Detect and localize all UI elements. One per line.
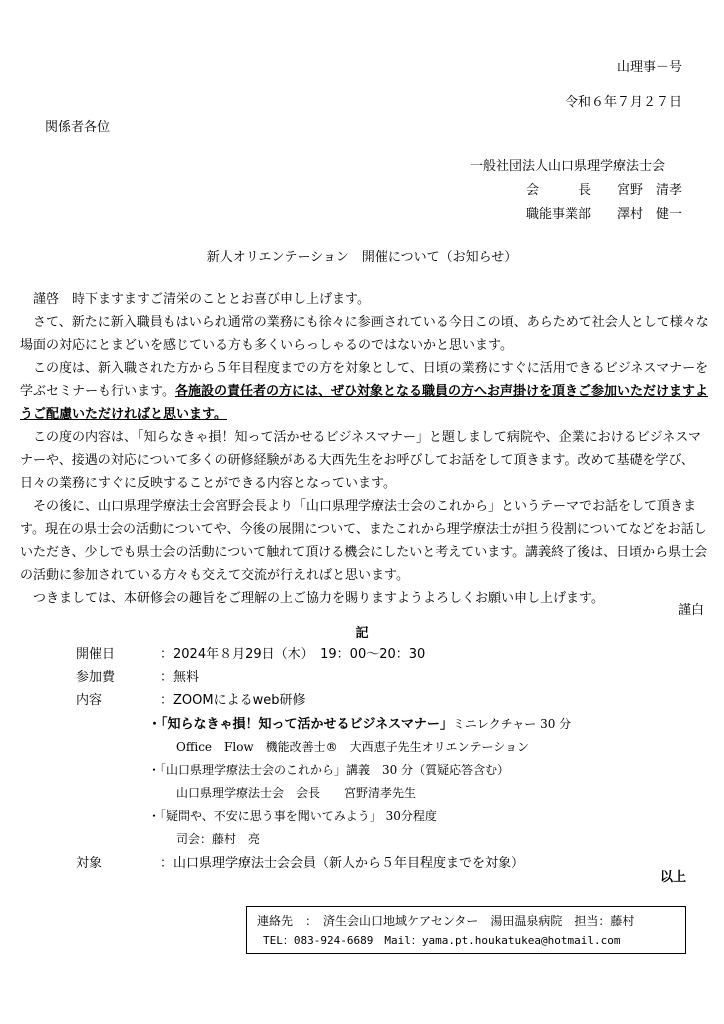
contact-line: 連絡先 ： 済生会山口地域ケアセンター 湯田温泉病院 担当：藤村	[257, 914, 635, 928]
body-paragraph: この度の内容は、「知らなきゃ損！知って活かせるビジネスマナー」と題しまして病院や、企業におけるビジネスマナーや、接遇の対応について多くの研修経験がある大西先生をお呼びしてお話をして頂きます。改めて基礎を学び、日々の業務にすぐに反映することができる内容となっています。	[20, 430, 701, 491]
emphasis-request: 各施設の責任者の方には、ぜひ対象となる職員の方へお声掛けを頂きご参加いただけますようご配慮いただければと思います。	[20, 384, 708, 422]
sender-department: 職能事業部 澤村 健一	[526, 207, 683, 222]
body-paragraph: さて、新たに新入職員もはいられ通常の業務にも徐々に参画されている今日この頃、あらためて社会人として様々な場面の対応にとまどいを感じている方も多くいらっしゃるのではないかと思います。	[20, 315, 709, 353]
event-details	[76, 646, 696, 878]
closing-word: 謹白	[677, 603, 704, 618]
sender-org: 一般社団法人山口県理学療法士会	[470, 159, 666, 174]
program-item-duration: ミニレクチャー 30 分	[452, 717, 572, 731]
detail-value: ：ZOOMによるweb研修	[160, 693, 306, 708]
body-paragraph: つきましては、本研修会の趣旨をご理解の上ご協力を賜りますようよろしくお願い申し上げます。	[33, 591, 604, 606]
body-text: この度は、新入職された方から５年目程度までの方を対象として、日頃の業務にすぐに活用できるビジネスマナーを学ぶセミナーも行います。	[20, 361, 709, 399]
ki-heading: 記	[355, 626, 369, 641]
program-item-title: ・「知らなきゃ損！知って活かせるビジネスマナー」	[148, 717, 453, 732]
program-item-sub: Office Flow 機能改善士® 大西恵子先生オリエンテーション	[176, 740, 529, 754]
document-date: 令和６年７月２７日	[564, 95, 682, 110]
document-title: 新人オリエンテーション 開催について（お知らせ）	[206, 250, 518, 265]
detail-value: ：2024年８月29日（木） 19：00～20：30	[160, 647, 426, 662]
detail-label: 対象	[76, 856, 103, 871]
contact-tel-mail: TEL：083-924-6689 Mail：yama.pt.houkatukea@hotmail.com	[263, 934, 621, 947]
reference-number: 山理事－号	[616, 60, 682, 75]
body-paragraph: その後に、山口県理学療法士会宮野会長より「山口県理学療法士会のこれから」というテーマでお話をして頂きます。現在の県士会の活動についてや、今後の展開について、またこれから理学療法士が担う役割についてなどをお話しいただき、少しでも県士会の活動について触れて頂ける機会にしたいと考えています。講義終了後は、日頃から県士会の活動に参加されている方々も交えて交流が行えればと思います。	[20, 499, 708, 583]
contact-box	[246, 906, 686, 954]
detail-label: 内容	[76, 693, 103, 708]
program-item-sub: 山口県理学療法士会 会長 宮野清孝先生	[176, 786, 417, 800]
body-paragraph	[20, 357, 710, 426]
program-item-sub: 司会：藤村 亮	[176, 832, 261, 846]
detail-row-content	[76, 692, 696, 715]
detail-label: 開催日	[76, 647, 116, 662]
sender-president: 会 長 宮野 清孝	[526, 183, 683, 198]
detail-label: 参加費	[76, 670, 116, 685]
addressee: 関係者各位	[45, 120, 111, 135]
ijo-end-mark: 以上	[659, 870, 686, 885]
detail-value: ：山口県理学療法士会会員（新人から５年目程度までを対象）	[160, 856, 525, 871]
detail-value: ：無料	[160, 670, 200, 685]
program-item: ・「疑問や、不安に思う事を聞いてみよう」 30分程度	[148, 809, 437, 823]
sender-block	[470, 158, 700, 230]
detail-row-date	[76, 646, 696, 669]
letter-body	[20, 288, 710, 610]
program-item: ・「山口県理学療法士会のこれから」講義 30 分（質疑応答含む）	[148, 763, 510, 777]
detail-row-fee	[76, 669, 696, 692]
body-greeting: 謹啓 時下ますますご清栄のこととお喜び申し上げます。	[33, 292, 370, 307]
program-item	[76, 715, 696, 738]
